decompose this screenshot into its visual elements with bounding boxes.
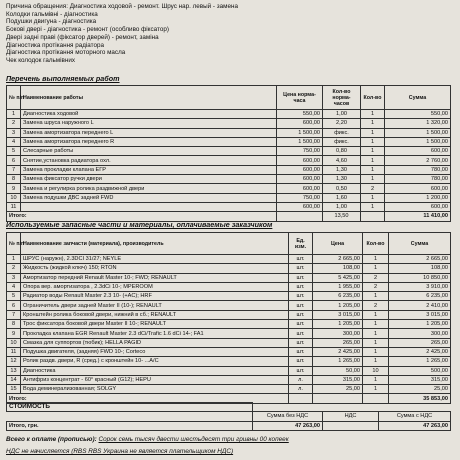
works-total-label: Итого:: [7, 212, 277, 221]
works-row: [7, 119, 451, 128]
parts-row-name: Антифриз концентрат - 60° красный (G12); HEPU: [21, 375, 289, 384]
parts-row-unit: шт.: [289, 273, 313, 282]
works-row-count: 1: [361, 202, 385, 211]
parts-row-count: 1: [363, 338, 389, 347]
parts-col-sum: Сумма: [389, 233, 451, 255]
parts-row-num: 9: [7, 329, 21, 338]
works-col-qty: Кол-во норма-часов: [323, 86, 361, 110]
works-row-name: Слесарные работы: [21, 147, 277, 156]
parts-table-body: [7, 255, 451, 394]
parts-row-sum: 2 665,00: [389, 255, 451, 264]
parts-row-count: 1: [363, 292, 389, 301]
parts-row-sum: 10 850,00: [389, 273, 451, 282]
works-row-num: 11: [7, 202, 21, 211]
parts-row-price: 315,00: [313, 375, 363, 384]
works-row-name: Снятие,установка радиатора охл.: [21, 156, 277, 165]
works-row-count: 1: [361, 128, 385, 137]
works-row-num: 2: [7, 119, 21, 128]
works-row: [7, 175, 451, 184]
works-col-num: № п/п: [7, 86, 21, 110]
works-row-sum: 550,00: [385, 110, 451, 119]
parts-row-sum: 315,00: [389, 375, 451, 384]
parts-row-price: 5 425,00: [313, 273, 363, 282]
works-row-price: 600,00: [277, 202, 323, 211]
parts-row-unit: шт.: [289, 310, 313, 319]
works-row-count: 1: [361, 137, 385, 146]
parts-row-unit: л.: [289, 375, 313, 384]
works-row-name: Замена шруса наружного L: [21, 119, 277, 128]
parts-row-num: 8: [7, 320, 21, 329]
parts-row-sum: 265,00: [389, 338, 451, 347]
works-row-num: 9: [7, 184, 21, 193]
parts-row: [7, 264, 451, 273]
works-row-sum: 780,00: [385, 175, 451, 184]
parts-col-price: Цена: [313, 233, 363, 255]
cost-title: СТОИМОСТЬ: [7, 403, 253, 412]
works-col-price: Цена норма-часа: [277, 86, 323, 110]
parts-row: [7, 320, 451, 329]
parts-row-unit: шт.: [289, 357, 313, 366]
parts-row-name: Радиатор воды Renault Master 2.3 10- (+AC); HRF: [21, 292, 289, 301]
parts-row-name: Опора вер. амортизатора , 2.3dCi 10-; MPEROOM: [21, 282, 289, 291]
parts-col-unit: Ед. изм.: [289, 233, 313, 255]
parts-row-sum: 3 015,00: [389, 310, 451, 319]
parts-row-price: 108,00: [313, 264, 363, 273]
parts-row-name: Смазка для суппортов (тюбик); HELLA PAGID: [21, 338, 289, 347]
parts-row-name: Амортизатор передний Renault Master 10-; FWD; RENAULT: [21, 273, 289, 282]
works-row-qty: фикс.: [323, 128, 361, 137]
works-row: [7, 165, 451, 174]
works-row-count: 1: [361, 110, 385, 119]
works-row-name: Замена подушки ДВС задней FWD: [21, 193, 277, 202]
works-col-count: Кол-во: [361, 86, 385, 110]
cost-total-vat: [323, 421, 379, 430]
cost-table: [6, 402, 451, 431]
works-row-name: Замена амортизатора переднего R: [21, 137, 277, 146]
works-row-price: 600,00: [277, 165, 323, 174]
works-table: [6, 85, 451, 222]
parts-row-price: 25,00: [313, 385, 363, 394]
parts-row-name: Ограничитель двери задней Master II (10-); RENAULT: [21, 301, 289, 310]
parts-col-name: Наименование запчасти (материала), производитель: [21, 233, 289, 255]
header-line: Бокові двері - діагностика - ремонт (особливо фіксатор): [6, 26, 169, 34]
parts-row-unit: шт.: [289, 255, 313, 264]
parts-row-sum: 1 265,00: [389, 357, 451, 366]
header-line: Чек колодок гальмівних: [6, 56, 76, 64]
works-row: [7, 184, 451, 193]
parts-row-num: 3: [7, 273, 21, 282]
parts-row-sum: 2 410,00: [389, 301, 451, 310]
parts-row-name: Ролик раздв. двери, R (сред.) с кронштейн 10- ...A/C: [21, 357, 289, 366]
parts-row-num: 1: [7, 255, 21, 264]
works-row-price: 1 500,00: [277, 137, 323, 146]
works-row-qty: 1,30: [323, 175, 361, 184]
parts-row-sum: 108,00: [389, 264, 451, 273]
works-row-count: 1: [361, 175, 385, 184]
parts-row-sum: 25,00: [389, 385, 451, 394]
header-line: Подушки двигуна - діагностика: [6, 18, 97, 26]
works-row-name: Замена фиксатор ручки двери: [21, 175, 277, 184]
parts-row-name: Трос фиксатора боковой двери Master II 10-; RENAULT: [21, 320, 289, 329]
parts-row: [7, 310, 451, 319]
parts-row-price: 300,00: [313, 329, 363, 338]
parts-row-unit: шт.: [289, 264, 313, 273]
parts-row-price: 2 425,00: [313, 347, 363, 356]
cost-col-with-vat: Сумма с НДС: [379, 412, 451, 421]
parts-row-count: 2: [363, 282, 389, 291]
parts-row-num: 12: [7, 357, 21, 366]
parts-row-num: 15: [7, 385, 21, 394]
works-row-sum: 600,00: [385, 147, 451, 156]
parts-row: [7, 329, 451, 338]
parts-row-sum: 500,00: [389, 366, 451, 375]
parts-row-name: Подушка двигателя, (задняя) FWD 10-; Corteco: [21, 347, 289, 356]
works-row-name: Замена амортизатора переднего L: [21, 128, 277, 137]
payment-label: Всего к оплате (прописью):: [6, 436, 97, 443]
works-row-qty: 1,00: [323, 110, 361, 119]
parts-row: [7, 273, 451, 282]
parts-row-unit: шт.: [289, 282, 313, 291]
works-row-num: 4: [7, 137, 21, 146]
works-row-price: 600,00: [277, 119, 323, 128]
works-row-qty: 1,00: [323, 202, 361, 211]
parts-row-count: 1: [363, 320, 389, 329]
works-row-sum: 1 320,00: [385, 119, 451, 128]
works-row-name: Замена и регулирка ролика раздвижной двери: [21, 184, 277, 193]
parts-row-unit: шт.: [289, 366, 313, 375]
works-row-price: 600,00: [277, 156, 323, 165]
parts-row: [7, 255, 451, 264]
parts-row-count: 1: [363, 385, 389, 394]
works-row-sum: 1 200,00: [385, 193, 451, 202]
works-row-count: 1: [361, 156, 385, 165]
works-row-sum: 1 500,00: [385, 128, 451, 137]
parts-row-unit: шт.: [289, 292, 313, 301]
parts-row-count: 1: [363, 375, 389, 384]
works-row-price: 600,00: [277, 175, 323, 184]
parts-row-count: 1: [363, 347, 389, 356]
parts-row-count: 1: [363, 357, 389, 366]
parts-row-price: 3 015,00: [313, 310, 363, 319]
parts-row-name: Жидкость (жидкой ключ) 150; RTON: [21, 264, 289, 273]
parts-row-count: 1: [363, 255, 389, 264]
works-row-qty: 4,60: [323, 156, 361, 165]
parts-row-sum: 6 235,00: [389, 292, 451, 301]
works-row-qty: 1,60: [323, 193, 361, 202]
parts-row-price: 265,00: [313, 338, 363, 347]
works-row-price: 750,00: [277, 147, 323, 156]
parts-row-num: 5: [7, 292, 21, 301]
works-row-num: 1: [7, 110, 21, 119]
works-row: [7, 156, 451, 165]
parts-row-count: 2: [363, 273, 389, 282]
parts-row-count: 1: [363, 310, 389, 319]
parts-row: [7, 385, 451, 394]
parts-row-count: 2: [363, 301, 389, 310]
cost-total-label: Итого, грн.: [7, 421, 253, 430]
works-total-qty: 13,50: [323, 212, 361, 221]
parts-row: [7, 292, 451, 301]
parts-row-num: 14: [7, 375, 21, 384]
works-row: [7, 193, 451, 202]
parts-row-sum: 1 205,00: [389, 320, 451, 329]
parts-row-count: 10: [363, 366, 389, 375]
parts-total-label: Итого:: [7, 394, 289, 403]
parts-row-price: 1 955,00: [313, 282, 363, 291]
parts-row-sum: 300,00: [389, 329, 451, 338]
parts-row-unit: шт.: [289, 347, 313, 356]
header-line: Двері задні праві (фіксатор дверей) - ремонт, заміна: [6, 33, 159, 41]
parts-row-price: 1 205,00: [313, 320, 363, 329]
works-row-qty: 1,30: [323, 165, 361, 174]
parts-row-unit: шт.: [289, 301, 313, 310]
parts-row-num: 6: [7, 301, 21, 310]
parts-row: [7, 301, 451, 310]
parts-row-count: 1: [363, 329, 389, 338]
parts-table: [6, 232, 451, 404]
works-row-num: 3: [7, 128, 21, 137]
parts-row-unit: шт.: [289, 338, 313, 347]
works-row-sum: 600,00: [385, 184, 451, 193]
parts-row-price: 2 665,00: [313, 255, 363, 264]
works-row: [7, 147, 451, 156]
parts-row-num: 4: [7, 282, 21, 291]
parts-row-count: 1: [363, 264, 389, 273]
works-row: [7, 128, 451, 137]
works-row-qty: фикс.: [323, 137, 361, 146]
works-row-name: [21, 202, 277, 211]
parts-section-title: Используемые запасные части и материалы, оплачиваемые заказчиком: [6, 220, 273, 229]
header-line: Колодки гальмівні - діагностика: [6, 10, 98, 18]
works-col-name: Наименование работы: [21, 86, 277, 110]
works-row-num: 10: [7, 193, 21, 202]
parts-row-price: 50,00: [313, 366, 363, 375]
works-row-num: 5: [7, 147, 21, 156]
cost-col-no-vat: Сумма без НДС: [253, 412, 323, 421]
parts-col-num: № п/п: [7, 233, 21, 255]
works-row: [7, 202, 451, 211]
works-row-sum: 2 760,00: [385, 156, 451, 165]
works-row-count: 1: [361, 119, 385, 128]
works-row-qty: 2,20: [323, 119, 361, 128]
parts-row-name: ШРУС (наружн), 2.3DCI 31/27; NEYLE: [21, 255, 289, 264]
parts-row-num: 13: [7, 366, 21, 375]
works-row-num: 7: [7, 165, 21, 174]
payment-amount-words: Сорок семь тысяч двести шестьдесят три гривны 00 копеек: [98, 436, 289, 443]
parts-row-num: 7: [7, 310, 21, 319]
header-line: Причина обращения: Диагностика ходовой - ремонт. Шрус нар. левый - замена: [6, 3, 238, 10]
works-row-price: 1 500,00: [277, 128, 323, 137]
works-row-sum: 600,00: [385, 202, 451, 211]
parts-row-num: 10: [7, 338, 21, 347]
works-row-sum: 780,00: [385, 165, 451, 174]
works-col-sum: Сумма: [385, 86, 451, 110]
parts-row-unit: л.: [289, 385, 313, 394]
vat-note: НДС не начисляется (RBS RBS Украина не является плательщиком НДС): [6, 448, 234, 455]
works-row-num: 8: [7, 175, 21, 184]
parts-row-price: 6 235,00: [313, 292, 363, 301]
parts-row-name: Прокладка клапана EGR Renault Master 2.3 dCi/Trafic 1.6 dCi 14-; FA1: [21, 329, 289, 338]
parts-row-name: Вода деминерализованная; SOLGY: [21, 385, 289, 394]
cost-total-with-vat: 47 263,00: [379, 421, 451, 430]
works-row: [7, 110, 451, 119]
works-row-qty: 0,50: [323, 184, 361, 193]
works-row-sum: 1 500,00: [385, 137, 451, 146]
works-row-price: 550,00: [277, 110, 323, 119]
header-line: Діагностика протікання радіатора: [6, 41, 104, 49]
header-line: Діагностика протікання моторного масла: [6, 49, 126, 57]
works-total-sum: 11 410,00: [385, 212, 451, 221]
parts-row: [7, 282, 451, 291]
parts-row-num: 11: [7, 347, 21, 356]
payment-line: [6, 436, 289, 444]
works-row-count: 1: [361, 147, 385, 156]
parts-row-num: 2: [7, 264, 21, 273]
parts-row-name: Кронштейн ролика боковой двери, нижний в сб.; RENAULT: [21, 310, 289, 319]
works-row: [7, 137, 451, 146]
works-row-name: Замена прокладки клапана EГР: [21, 165, 277, 174]
parts-row-unit: шт.: [289, 320, 313, 329]
parts-row: [7, 357, 451, 366]
parts-row-name: Диагностика: [21, 366, 289, 375]
parts-row-sum: 2 425,00: [389, 347, 451, 356]
parts-row-price: 1 265,00: [313, 357, 363, 366]
works-row-price: 750,00: [277, 193, 323, 202]
cost-col-vat: НДС: [323, 412, 379, 421]
parts-row: [7, 347, 451, 356]
works-section-title: Перечень выполняемых работ: [6, 74, 120, 83]
works-table-body: [7, 110, 451, 212]
works-row-count: 1: [361, 193, 385, 202]
parts-total-sum: 35 853,00: [389, 394, 451, 403]
parts-row: [7, 338, 451, 347]
parts-col-count: Кол-во: [363, 233, 389, 255]
parts-row: [7, 366, 451, 375]
cost-total-no-vat: 47 263,00: [253, 421, 323, 430]
parts-row-unit: шт.: [289, 329, 313, 338]
works-row-count: 1: [361, 165, 385, 174]
works-row-price: 600,00: [277, 184, 323, 193]
parts-row-price: 1 205,00: [313, 301, 363, 310]
works-row-name: Диагностика ходовой: [21, 110, 277, 119]
works-row-qty: 0,80: [323, 147, 361, 156]
works-row-count: 2: [361, 184, 385, 193]
works-row-num: 6: [7, 156, 21, 165]
parts-row: [7, 375, 451, 384]
parts-row-sum: 3 910,00: [389, 282, 451, 291]
